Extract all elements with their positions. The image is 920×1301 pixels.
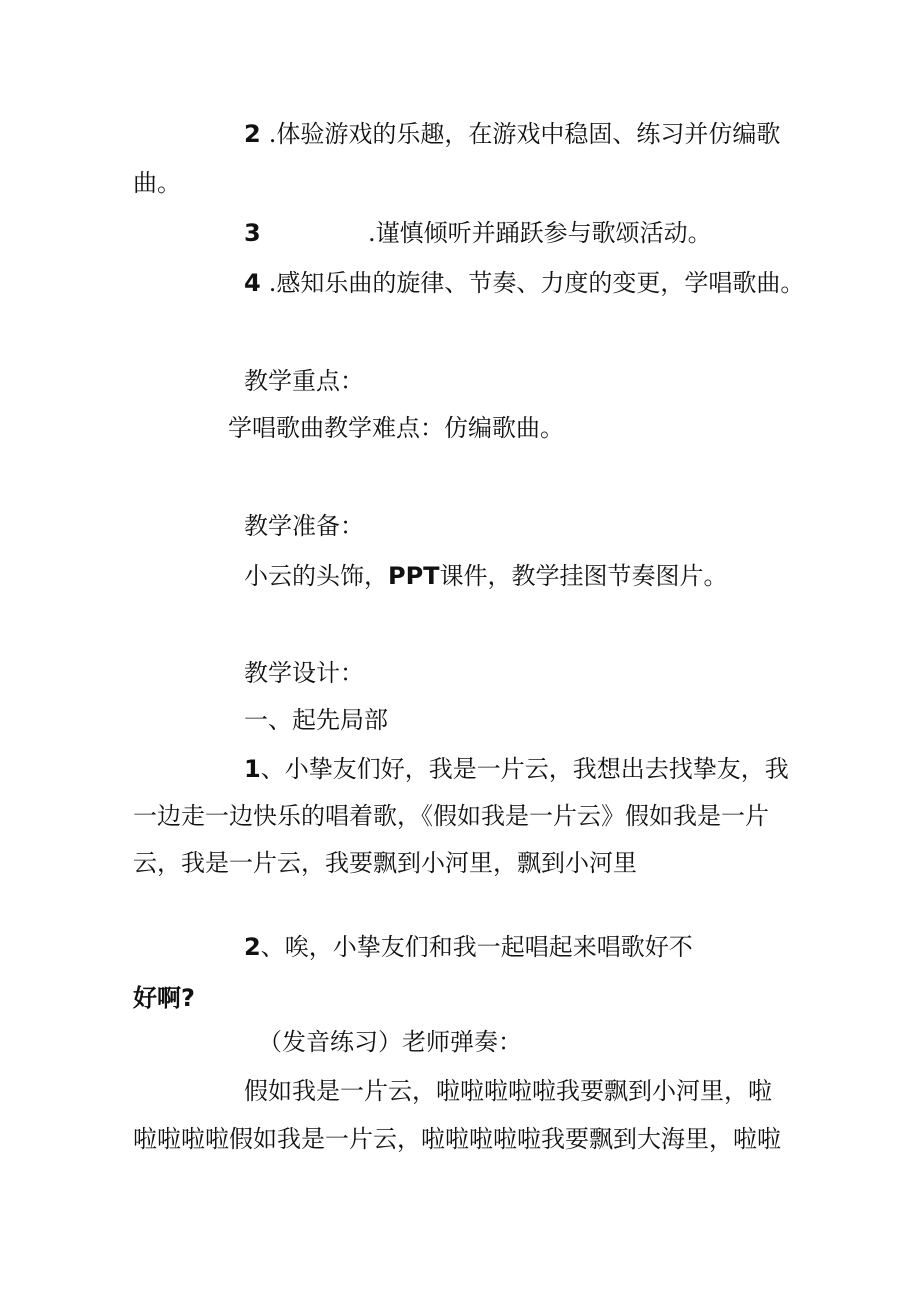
practice-label: （发音练习）老师弹奏：: [258, 1028, 522, 1056]
objective-3-number: 3: [244, 219, 261, 247]
objective-2-number: 2: [244, 120, 261, 148]
step-1-line2: 一边走一边快乐的唱着歌，《假如我是一片云》假如我是一片: [133, 802, 769, 830]
practice-line1: 假如我是一片云，啦啦啦啦啦我要飘到小河里，啦: [244, 1077, 772, 1105]
objective-2-line2: 曲。: [133, 169, 181, 197]
design-heading: 教学设计：: [244, 659, 364, 687]
practice-line2: 啦啦啦啦假如我是一片云，啦啦啦啦啦我要飘到大海里，啦啦: [133, 1125, 781, 1153]
objective-2-text: .体验游戏的乐趣，在游戏中稳固、练习并仿编歌: [268, 120, 781, 148]
step-2-number: 2: [244, 933, 261, 961]
preparation-text: 小云的头饰，PPT课件，教学挂图节奏图片。: [244, 562, 728, 590]
step-2-line2: 好啊?: [133, 984, 195, 1012]
preparation-heading: 教学准备：: [244, 512, 364, 540]
key-points-heading: 教学重点：: [244, 367, 364, 395]
objective-4-line: [244, 268, 804, 298]
objective-2-line1: [244, 119, 780, 149]
step-1-line1: 1、小挚友们好，我是一片云，我想出去找挚友，我: [244, 755, 789, 783]
objective-4-text: .感知乐曲的旋律、节奏、力度的变更，学唱歌曲。: [268, 269, 805, 297]
step-2-line1: 2、唉，小挚友们和我一起唱起来唱歌好不: [244, 933, 693, 961]
key-points-text: 学唱歌曲教学难点：仿编歌曲。: [228, 414, 564, 442]
step-1-line3: 云，我是一片云，我要飘到小河里，飘到小河里: [133, 849, 637, 877]
section-1-heading: 一、起先局部: [244, 706, 388, 734]
objective-3-text: .谨慎倾听并踊跃参与歌颂活动。: [368, 219, 712, 247]
objective-4-number: 4: [244, 269, 261, 297]
ppt-label: PPT: [388, 562, 440, 590]
step-1-number: 1: [244, 755, 261, 783]
